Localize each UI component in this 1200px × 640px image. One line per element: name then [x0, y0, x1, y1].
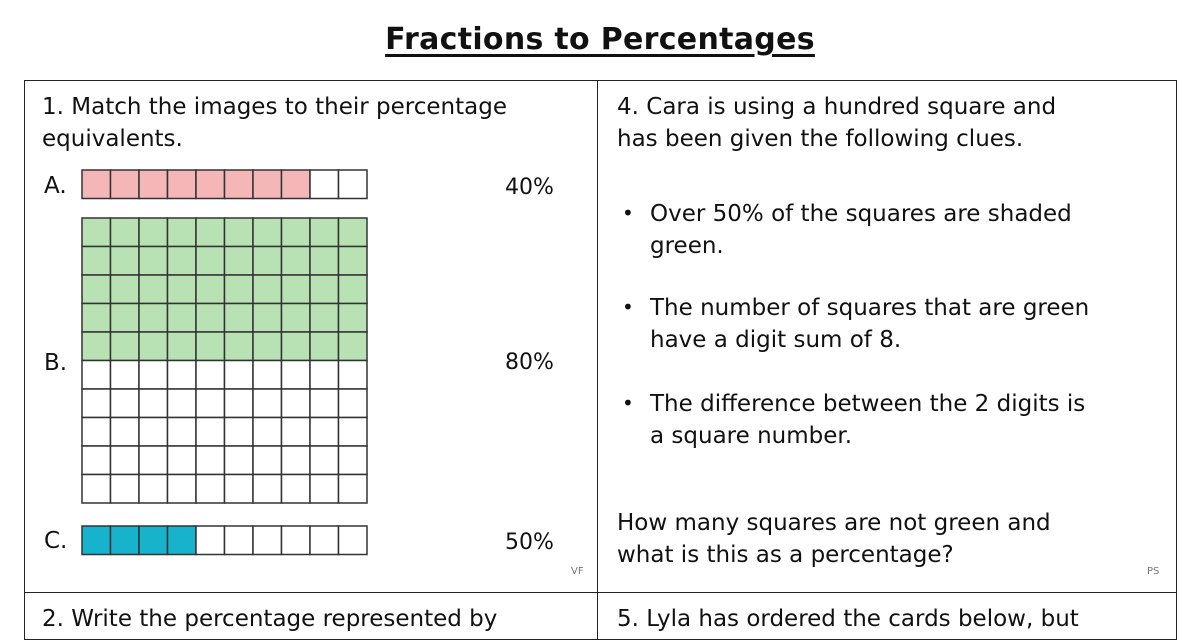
square-b-cell — [225, 304, 254, 333]
bar-a-cell — [310, 170, 339, 199]
square-b-cell — [196, 361, 225, 390]
square-b-cell — [282, 247, 311, 276]
square-b-cell — [168, 361, 197, 390]
bar-a-cell — [139, 170, 168, 199]
square-b-cell — [310, 475, 339, 504]
clue-2-line1: The number of squares that are green — [650, 295, 1090, 321]
square-b-cell — [168, 389, 197, 418]
square-b-cell — [339, 361, 368, 390]
square-b-cell — [310, 275, 339, 304]
clue-1-line1: Over 50% of the squares are shaded — [650, 201, 1072, 227]
bar-c-cell — [225, 526, 254, 555]
square-b-cell — [139, 475, 168, 504]
square-b-cell — [282, 361, 311, 390]
bullet-2: • — [622, 295, 634, 319]
square-b-cell — [310, 332, 339, 361]
bar-c-cell — [139, 526, 168, 555]
bar-a-cell — [282, 170, 311, 199]
square-b-cell — [82, 218, 111, 247]
square-b-cell — [253, 332, 282, 361]
square-b-cell — [282, 218, 311, 247]
square-b-cell — [139, 247, 168, 276]
square-b-cell — [339, 418, 368, 447]
square-b-cell — [225, 247, 254, 276]
square-b-cell — [111, 247, 140, 276]
square-b-cell — [82, 389, 111, 418]
bar-a-cell — [111, 170, 140, 199]
bar-a-cell — [225, 170, 254, 199]
square-b-cell — [339, 389, 368, 418]
square-b-cell — [139, 332, 168, 361]
square-b-cell — [310, 247, 339, 276]
square-b-cell — [339, 247, 368, 276]
square-b-cell — [168, 275, 197, 304]
clue-3-line2: a square number. — [650, 423, 853, 449]
square-b-cell — [111, 389, 140, 418]
square-b-cell — [196, 332, 225, 361]
item-b-label: B. — [44, 350, 68, 376]
square-b-cell — [196, 475, 225, 504]
square-b-cell — [225, 218, 254, 247]
square-b-cell — [196, 446, 225, 475]
square-b-cell — [282, 332, 311, 361]
page-title: Fractions to Percentages — [385, 22, 815, 57]
square-b-cell — [168, 446, 197, 475]
bar-c-cell — [196, 526, 225, 555]
square-b-cell — [111, 446, 140, 475]
q1-prompt-line1: 1. Match the images to their percentage — [42, 94, 507, 120]
square-b-cell — [339, 446, 368, 475]
bar-c-cell — [111, 526, 140, 555]
square-b-cell — [111, 361, 140, 390]
square-b-cell — [196, 389, 225, 418]
square-b-cell — [196, 304, 225, 333]
square-b-cell — [339, 304, 368, 333]
square-b-cell — [253, 446, 282, 475]
square-b-cell — [168, 304, 197, 333]
square-b-cell — [111, 332, 140, 361]
square-b-cell — [82, 304, 111, 333]
square-b-cell — [339, 475, 368, 504]
percentage-option-3: 50% — [505, 530, 554, 555]
bullet-1: • — [622, 201, 634, 225]
square-b-cell — [82, 418, 111, 447]
square-b-cell — [139, 304, 168, 333]
square-b-cell — [310, 218, 339, 247]
bar-c-cell — [82, 526, 111, 555]
bullet-3: • — [622, 391, 634, 415]
square-b-cell — [139, 275, 168, 304]
square-b-cell — [253, 475, 282, 504]
square-b-cell — [310, 361, 339, 390]
row-divider — [24, 592, 1177, 593]
square-b-cell — [168, 247, 197, 276]
square-b-cell — [282, 418, 311, 447]
square-b-cell — [253, 304, 282, 333]
square-b-cell — [139, 418, 168, 447]
square-b-cell — [111, 418, 140, 447]
q2-prompt-line1: 2. Write the percentage represented by — [42, 606, 498, 632]
square-b-cell — [82, 275, 111, 304]
square-b-cell — [139, 218, 168, 247]
item-c-label: C. — [44, 528, 68, 554]
bar-model-c — [82, 526, 368, 556]
square-b-cell — [339, 275, 368, 304]
q4-question-line2: what is this as a percentage? — [617, 542, 954, 568]
square-b-cell — [82, 446, 111, 475]
bar-c-cell — [310, 526, 339, 555]
square-b-cell — [225, 275, 254, 304]
square-b-cell — [168, 332, 197, 361]
q4-code: PS — [1147, 566, 1160, 577]
item-a-label: A. — [44, 173, 67, 199]
percentage-option-1: 40% — [505, 175, 554, 200]
square-b-cell — [282, 475, 311, 504]
q5-prompt-line1: 5. Lyla has ordered the cards below, but — [617, 606, 1079, 632]
square-b-cell — [282, 304, 311, 333]
square-b-cell — [82, 332, 111, 361]
square-b-cell — [139, 446, 168, 475]
q4-prompt-line2: has been given the following clues. — [617, 126, 1024, 152]
column-divider — [597, 80, 598, 640]
bar-model-a — [82, 170, 368, 200]
square-b-cell — [196, 247, 225, 276]
square-b-cell — [82, 247, 111, 276]
square-b-cell — [111, 218, 140, 247]
square-b-cell — [339, 218, 368, 247]
hundred-square-b — [82, 218, 368, 504]
clue-2-line2: have a digit sum of 8. — [650, 327, 902, 353]
square-b-cell — [339, 332, 368, 361]
q4-question-line1: How many squares are not green and — [617, 510, 1051, 536]
square-b-cell — [196, 418, 225, 447]
square-b-cell — [253, 275, 282, 304]
q1-code: VF — [571, 566, 584, 577]
square-b-cell — [253, 361, 282, 390]
square-b-cell — [168, 218, 197, 247]
square-b-cell — [310, 446, 339, 475]
square-b-cell — [111, 475, 140, 504]
clue-3-line1: The difference between the 2 digits is — [650, 391, 1086, 417]
square-b-cell — [310, 304, 339, 333]
bar-c-cell — [339, 526, 368, 555]
square-b-cell — [196, 218, 225, 247]
square-b-cell — [225, 361, 254, 390]
bar-a-cell — [82, 170, 111, 199]
square-b-cell — [139, 389, 168, 418]
square-b-cell — [282, 446, 311, 475]
square-b-cell — [225, 446, 254, 475]
square-b-cell — [253, 389, 282, 418]
bar-c-cell — [282, 526, 311, 555]
square-b-cell — [310, 418, 339, 447]
square-b-cell — [253, 218, 282, 247]
bar-c-cell — [253, 526, 282, 555]
square-b-cell — [111, 275, 140, 304]
square-b-cell — [282, 275, 311, 304]
square-b-cell — [253, 418, 282, 447]
bar-a-cell — [339, 170, 368, 199]
bar-a-cell — [196, 170, 225, 199]
square-b-cell — [111, 304, 140, 333]
square-b-cell — [139, 361, 168, 390]
square-b-cell — [225, 332, 254, 361]
square-b-cell — [282, 389, 311, 418]
square-b-cell — [225, 389, 254, 418]
square-b-cell — [196, 275, 225, 304]
square-b-cell — [168, 418, 197, 447]
square-b-cell — [82, 475, 111, 504]
square-b-cell — [168, 475, 197, 504]
square-b-cell — [310, 389, 339, 418]
q1-prompt-line2: equivalents. — [42, 126, 183, 152]
square-b-cell — [253, 247, 282, 276]
square-b-cell — [225, 418, 254, 447]
square-b-cell — [82, 361, 111, 390]
clue-1-line2: green. — [650, 233, 724, 259]
square-b-cell — [225, 475, 254, 504]
percentage-option-2: 80% — [505, 350, 554, 375]
q4-prompt-line1: 4. Cara is using a hundred square and — [617, 94, 1057, 120]
bar-a-cell — [253, 170, 282, 199]
bar-c-cell — [168, 526, 197, 555]
bar-a-cell — [168, 170, 197, 199]
